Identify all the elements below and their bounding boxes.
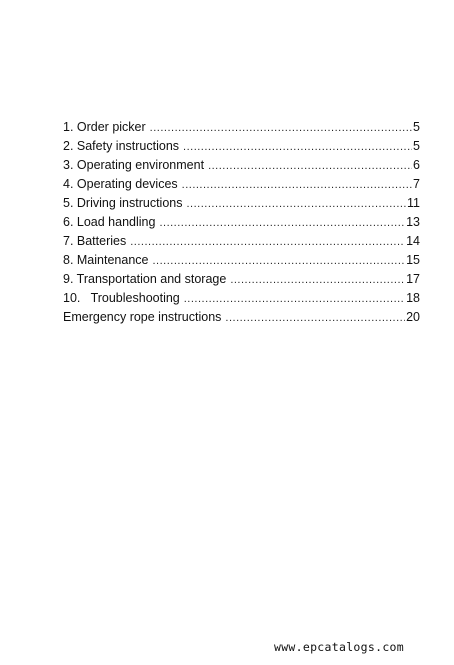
toc-leader-dots: [184, 290, 405, 309]
toc-leader-dots: [159, 214, 405, 233]
toc-entry-page: 13: [406, 215, 420, 229]
toc-entry-title: 8. Maintenance: [63, 253, 149, 267]
toc-entry-title: 5. Driving instructions: [63, 196, 183, 210]
toc-entry-driving-instructions[interactable]: [63, 194, 420, 213]
toc-entry-title: 4. Operating devices: [63, 177, 178, 191]
toc-entry-title: Emergency rope instructions: [63, 310, 222, 324]
toc-entry-transportation-and-storage[interactable]: [63, 270, 420, 289]
toc-leader-dots: [225, 309, 405, 328]
toc-entry-title: 1. Order picker: [63, 120, 146, 134]
toc-entry-page: 14: [406, 234, 420, 248]
toc-entry-title: 3. Operating environment: [63, 158, 205, 172]
toc-entry-operating-devices[interactable]: [63, 175, 420, 194]
table-of-contents: [63, 118, 420, 327]
toc-entry-load-handling[interactable]: [63, 213, 420, 232]
toc-entry-safety-instructions[interactable]: [63, 137, 420, 156]
toc-entry-title: 9. Transportation and storage: [63, 272, 227, 286]
toc-entry-page: 5: [413, 139, 420, 153]
toc-entry-batteries[interactable]: [63, 232, 420, 251]
toc-entry-page: 20: [406, 310, 420, 324]
toc-entry-operating-environment[interactable]: [63, 156, 420, 175]
toc-leader-dots: [150, 119, 412, 138]
toc-leader-dots: [187, 195, 407, 214]
toc-entry-page: 6: [413, 158, 420, 172]
toc-leader-dots: [183, 138, 412, 157]
toc-leader-dots: [230, 271, 405, 290]
toc-leader-dots: [208, 157, 412, 176]
toc-leader-dots: [152, 252, 405, 271]
toc-entry-page: 7: [413, 177, 420, 191]
toc-entry-page: 15: [406, 253, 420, 267]
toc-entry-page: 11: [407, 196, 420, 210]
toc-entry-title: 7. Batteries: [63, 234, 127, 248]
footer-watermark-url: www.epcatalogs.com: [273, 640, 404, 654]
toc-entry-emergency-rope-instructions[interactable]: [63, 308, 420, 327]
toc-entry-maintenance[interactable]: [63, 251, 420, 270]
toc-entry-title: 10. Troubleshooting: [63, 291, 180, 305]
toc-leader-dots: [182, 176, 412, 195]
toc-leader-dots: [130, 233, 405, 252]
toc-entry-order-picker[interactable]: [63, 118, 420, 137]
toc-entry-troubleshooting[interactable]: [63, 289, 420, 308]
toc-entry-page: 18: [406, 291, 420, 305]
toc-entry-page: 5: [413, 120, 420, 134]
toc-entry-title: 6. Load handling: [63, 215, 156, 229]
toc-entry-page: 17: [406, 272, 420, 286]
toc-entry-title: 2. Safety instructions: [63, 139, 180, 153]
